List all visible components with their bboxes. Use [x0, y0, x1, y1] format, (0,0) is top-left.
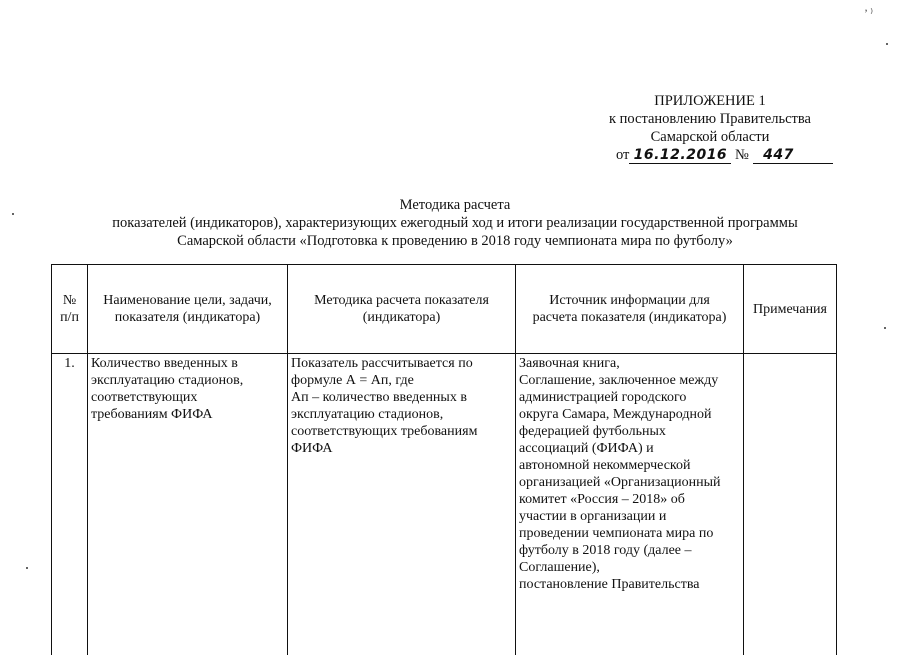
scan-speck	[12, 213, 14, 215]
cell-text-line: Соглашение, заключенное между	[519, 372, 740, 389]
cell-text-line: администрацией городского	[519, 389, 740, 406]
scan-speck	[884, 327, 886, 329]
cell-text-line: проведении чемпионата мира по	[519, 525, 740, 542]
cell-text-line: футболу в 2018 году (далее –	[519, 542, 740, 559]
corner-handwritten-mark: ’ ⁾	[864, 6, 873, 21]
number-label: №	[735, 147, 749, 163]
title-line-1: Методика расчета	[40, 196, 870, 214]
cell-text-line: требованиям ФИФА	[91, 406, 284, 423]
row-notes	[744, 354, 837, 655]
cell-text-line: Количество введенных в	[91, 355, 284, 372]
cell-text-line: автономной некоммерческой	[519, 457, 740, 474]
cell-text-line: эксплуатацию стадионов,	[291, 406, 512, 423]
cell-text-line: Соглашение),	[519, 559, 740, 576]
date-prefix: от	[616, 147, 629, 163]
row-name	[88, 354, 288, 655]
cell-text-line: №	[55, 292, 84, 309]
cell-text-line: показателя (индикатора)	[91, 309, 284, 326]
scan-speck	[886, 43, 888, 45]
cell-text-line: организацией «Организационный	[519, 474, 740, 491]
cell-text-line: федерацией футбольных	[519, 423, 740, 440]
row-method	[288, 354, 516, 655]
cell-text-line: Источник информации для	[519, 292, 740, 309]
cell-text-line: постановление Правительства	[519, 576, 740, 593]
indicators-table	[51, 264, 837, 655]
table-header-row	[52, 265, 837, 354]
title-line-3: Самарской области «Подготовка к проведению в 2018 году чемпионата мира по футболу»	[40, 232, 870, 250]
header-notes	[744, 265, 837, 354]
table-row	[52, 354, 837, 655]
cell-text-line: Показатель рассчитывается по	[291, 355, 512, 372]
row-source	[516, 354, 744, 655]
cell-text-line: расчета показателя (индикатора)	[519, 309, 740, 326]
cell-text-line: участии в организации и	[519, 508, 740, 525]
cell-text-line: Примечания	[747, 301, 833, 318]
appendix-resolution-ref: к постановлению Правительства	[598, 110, 822, 128]
appendix-header	[598, 92, 822, 164]
cell-text-line: ассоциаций (ФИФА) и	[519, 440, 740, 457]
header-source	[516, 265, 744, 354]
cell-text-line: Методика расчета показателя	[291, 292, 512, 309]
document-title	[40, 196, 870, 250]
number-underline	[805, 149, 833, 164]
handwritten-date: 16.12.2016	[629, 147, 731, 164]
cell-text-line: соответствующих	[91, 389, 284, 406]
header-num	[52, 265, 88, 354]
cell-text-line: эксплуатацию стадионов,	[91, 372, 284, 389]
appendix-title: ПРИЛОЖЕНИЕ 1	[598, 92, 822, 110]
row-num: 1.	[52, 354, 88, 655]
cell-text-line: Ап – количество введенных в	[291, 389, 512, 406]
cell-text-line: округа Самара, Международной	[519, 406, 740, 423]
cell-text-line: ФИФА	[291, 440, 512, 457]
cell-text-line: комитет «Россия – 2018» об	[519, 491, 740, 508]
cell-text-line: Наименование цели, задачи,	[91, 292, 284, 309]
title-line-2: показателей (индикаторов), характеризующих ежегодный ход и итоги реализации государственной программы	[40, 214, 870, 232]
header-name	[88, 265, 288, 354]
cell-text-line: (индикатора)	[291, 309, 512, 326]
cell-text-line: п/п	[55, 309, 84, 326]
cell-text-line: формуле А = Ап, где	[291, 372, 512, 389]
appendix-date-line	[598, 146, 822, 164]
scan-speck	[26, 567, 28, 569]
appendix-region: Самарской области	[598, 128, 822, 146]
header-method	[288, 265, 516, 354]
cell-text-line: Заявочная книга,	[519, 355, 740, 372]
cell-text-line: соответствующих требованиям	[291, 423, 512, 440]
handwritten-number: 447	[753, 147, 805, 164]
